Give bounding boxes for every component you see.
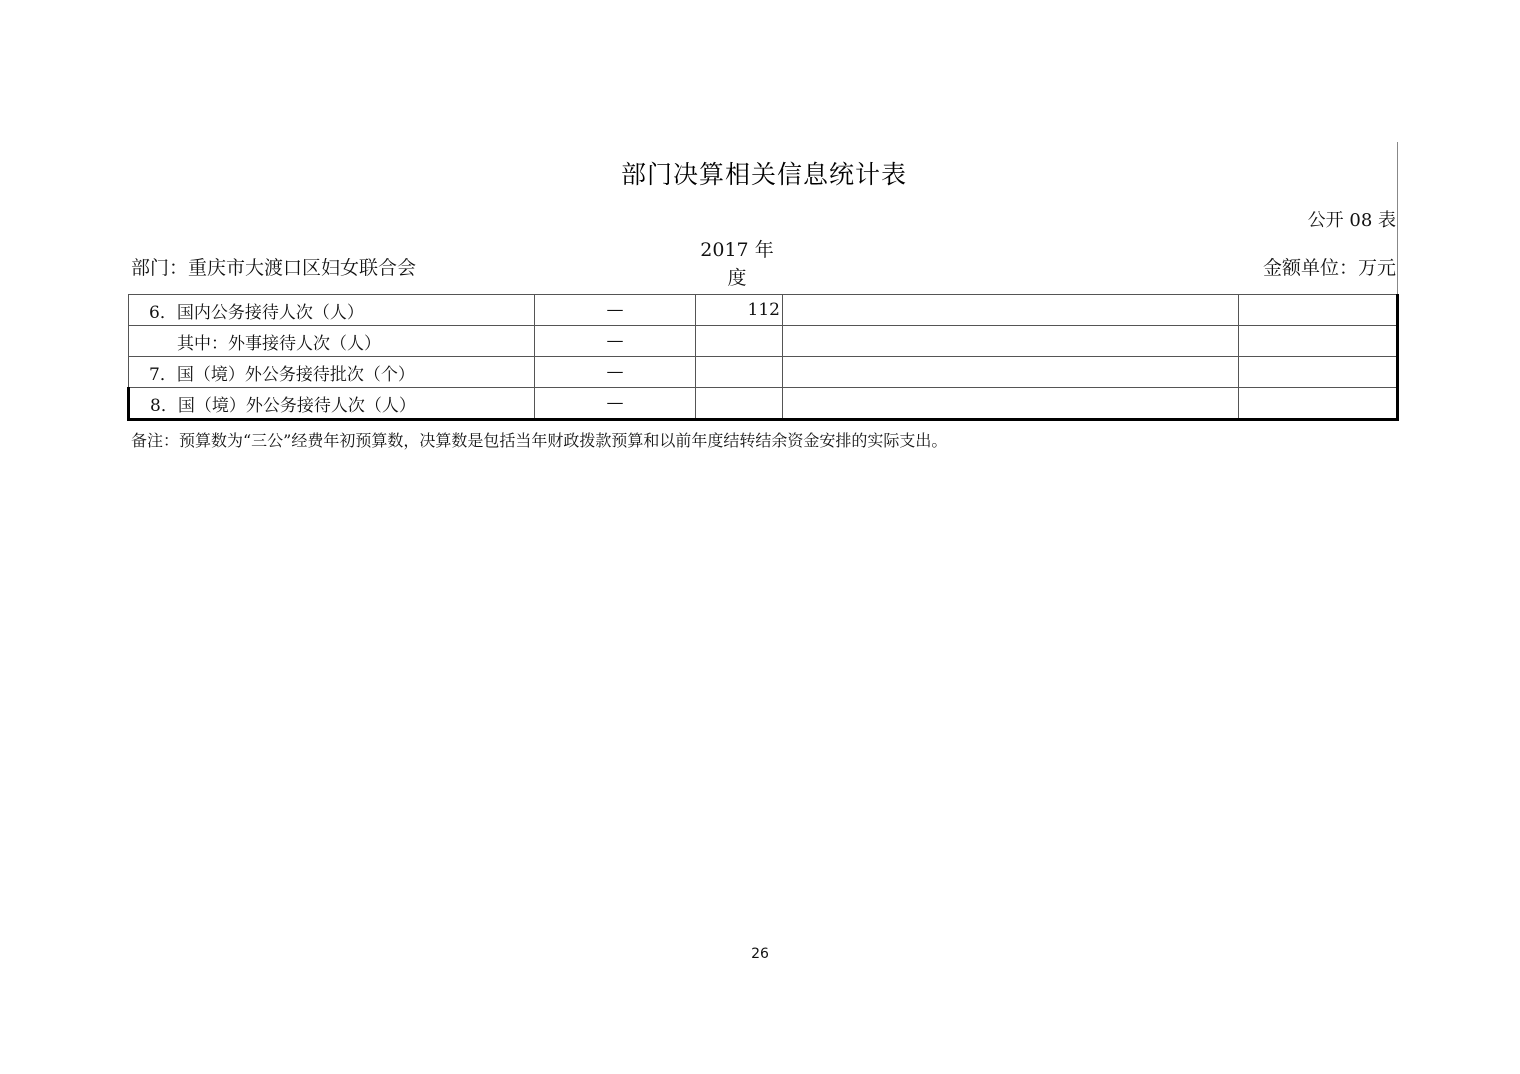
empty-cell	[1239, 388, 1398, 420]
footnote: 备注：预算数为“三公”经费年初预算数，决算数是包括当年财政拨款预算和以前年度结转结余资金安排的实际支出。	[131, 431, 948, 450]
department-label: 部门：重庆市大渡口区妇女联合会	[131, 257, 417, 279]
statistics-table	[127, 294, 1399, 421]
page-title: 部门决算相关信息统计表	[620, 160, 907, 189]
budget-cell: —	[535, 295, 696, 326]
budget-cell: —	[535, 326, 696, 357]
table-row	[129, 388, 1398, 420]
table-row	[129, 295, 1398, 326]
unit-label: 金额单位：万元	[1262, 257, 1396, 279]
empty-cell	[1239, 326, 1398, 357]
budget-cell: —	[535, 357, 696, 388]
actual-cell	[696, 357, 783, 388]
year-line-1: 2017 年	[700, 239, 774, 261]
empty-cell	[783, 388, 1239, 420]
budget-cell: —	[535, 388, 696, 420]
row-label: 其中：外事接待人次（人）	[129, 326, 535, 357]
empty-cell	[1239, 357, 1398, 388]
table-row	[129, 357, 1398, 388]
page-number: 26	[751, 946, 769, 962]
actual-cell: 112	[696, 295, 783, 326]
empty-cell	[783, 295, 1239, 326]
row-label: 8．国（境）外公务接待人次（人）	[129, 388, 535, 420]
year-label	[694, 236, 780, 292]
table-row	[129, 326, 1398, 357]
row-label: 7．国（境）外公务接待批次（个）	[129, 357, 535, 388]
year-line-2: 度	[727, 267, 747, 289]
empty-cell	[783, 357, 1239, 388]
actual-cell	[696, 326, 783, 357]
empty-cell	[783, 326, 1239, 357]
row-label: 6．国内公务接待人次（人）	[129, 295, 535, 326]
actual-cell	[696, 388, 783, 420]
table-number: 公开 08 表	[1307, 210, 1396, 231]
empty-cell	[1239, 295, 1398, 326]
